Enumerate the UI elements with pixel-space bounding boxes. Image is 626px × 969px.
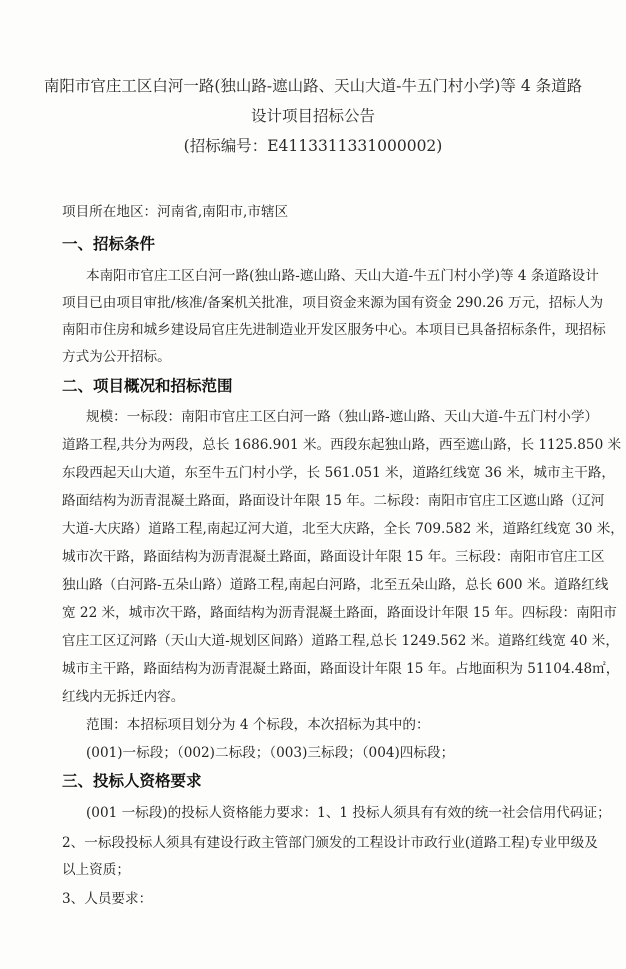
paragraph-line: 城市次干路，路面结构为沥青混凝土路面，路面设计年限 15 年。三标段：南阳市官庄工区: [62, 549, 605, 565]
paragraph-line: 宽 22 米，城市次干路，路面结构为沥青混凝土路面，路面设计年限 15 年。四标段：南阳市: [62, 605, 617, 621]
paragraph-line: 路面结构为沥青混凝土路面，路面设计年限 15 年。二标段：南阳市官庄工区遮山路（辽河: [62, 493, 605, 509]
section-heading-bidder-qualifications: 三、投标人资格要求: [62, 772, 202, 790]
tender-number: (招标编号：E4113311331000002): [183, 137, 443, 155]
paragraph-line: 以上资质；: [62, 862, 130, 878]
paragraph-line: 本南阳市官庄工区白河一路(独山路-遮山路、天山大道-牛五门村小学)等 4 条道路设计: [86, 268, 599, 284]
section-heading-bidding-conditions: 一、招标条件: [62, 235, 156, 253]
paragraph-line: 南阳市住房和城乡建设局官庄先进制造业开发区服务中心。本项目已具备招标条件，现招标: [62, 322, 606, 338]
document-title-line-1: 南阳市官庄工区白河一路(独山路-遮山路、天山大道-牛五门村小学)等 4 条道路: [43, 77, 583, 95]
lot-list: (001)一标段；（002)二标段；（003)三标段；（004)四标段；: [86, 745, 455, 761]
paragraph-line: 2、一标段投标人须具有建设行政主管部门颁发的工程设计市政行业(道路工程)专业甲级及: [62, 835, 598, 851]
paragraph-line: 官庄工区辽河路（天山大道-规划区间路）道路工程,总长 1249.562 米。道路红线宽 40 米，: [62, 633, 619, 649]
paragraph-line: 3、人员要求：: [62, 891, 153, 907]
paragraph-line: 红线内无拆迁内容。: [62, 689, 185, 705]
paragraph-line: 方式为公开招标。: [62, 349, 171, 365]
paragraph-line: 独山路（白河路-五朵山路）道路工程,南起白河路，北至五朵山路，总长 600 米。道路红线: [62, 577, 609, 593]
paragraph-line: 道路工程,共分为两段，总长 1686.901 米。西段东起独山路，西至遮山路，长 1125.850 米: [62, 437, 622, 453]
section-heading-project-overview: 二、项目概况和招标范围: [62, 377, 233, 395]
paragraph-line: 城市主干路，路面结构为沥青混凝土路面，路面设计年限 15 年。占地面积为 51104.48㎡，: [62, 661, 620, 677]
bidding-range: 范围：本招标项目划分为 4 个标段，本次招标为其中的：: [86, 717, 430, 733]
paragraph-line: (001 一标段)的投标人资格能力要求：1、1 投标人须具有有效的统一社会信用代码证；: [86, 805, 611, 821]
project-location: 项目所在地区：河南省,南阳市,市辖区: [62, 204, 289, 220]
paragraph-line: 东段西起天山大道，东至牛五门村小学，长 561.051 米，道路红线宽 36 米，城市主干路，: [62, 465, 615, 481]
paragraph-line: 规模：一标段：南阳市官庄工区白河一路（独山路-遮山路、天山大道-牛五门村小学）: [86, 409, 599, 425]
paragraph-line: 大道-大庆路）道路工程,南起辽河大道，北至大庆路，全长 709.582 米，道路红线宽 30 米，: [62, 521, 624, 537]
paragraph-line: 项目已由项目审批/核准/备案机关批准，项目资金来源为国有资金 290.26 万元，招标人为: [62, 295, 604, 311]
document-title-line-2: 设计项目招标公告: [250, 107, 375, 125]
